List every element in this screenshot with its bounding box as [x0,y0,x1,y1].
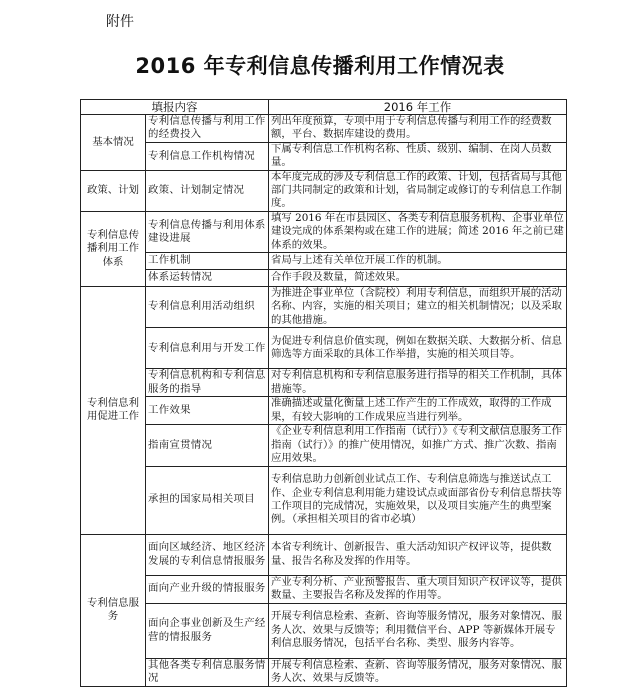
category-cell: 政策、计划 [81,170,146,211]
column-header-work: 2016 年工作 [269,100,567,115]
table-row [81,369,567,397]
item-cell: 专利信息机构和专利信息服务的指导 [146,369,269,397]
item-cell: 专利信息传播与利用体系建设进展 [146,211,269,252]
item-cell: 其他各类专利信息服务情况 [146,658,269,686]
item-cell: 工作效果 [146,397,269,425]
work-cell: 列出年度预算，专项中用于专利信息传播与利用工作的经费数额，平台、数据库建设的费用。 [269,115,567,143]
item-cell: 指南宣贯情况 [146,425,269,466]
work-cell: 准确描述或量化衡量上述工作产生的工作成效，取得的工作成果，有较大影响的工作成果应当进行列举。 [269,397,567,425]
table-row [81,253,567,270]
work-cell: 下属专利信息工作机构名称、性质、级别、编制、在岗人员数量。 [269,142,567,170]
column-header-content: 填报内容 [81,100,269,115]
work-cell: 开展专利信息检索、查新、咨询等服务情况，服务对象情况、服务人次、效果与反馈等；利用微信平台、APP 等新媒体开展专利信息服务情况，包括平台名称、类型、服务内容等。 [269,603,567,658]
item-cell: 政策、计划制定情况 [146,170,269,211]
report-table [80,99,567,687]
work-cell: 填写 2016 年在市县园区、各类专利信息服务机构、企事业单位建设完成的体系架构或在建工作的进展；简述 2016 年之前已建体系的效果。 [269,211,567,252]
table-row [81,115,567,143]
work-cell: 对专利信息机构和专利信息服务进行指导的相关工作机制，具体措施等。 [269,369,567,397]
table-row [81,142,567,170]
table-row [81,397,567,425]
category-cell: 基本情况 [81,115,146,171]
work-cell: 《企业专利信息利用工作指南（试行）》《专利文献信息服务工作指南（试行）》的推广使用情况，如推广方式、推广次数、指南应用效果。 [269,425,567,466]
category-cell: 专利信息服务 [81,534,146,686]
item-cell: 专利信息利用与开发工作 [146,328,269,369]
item-cell: 专利信息传播与利用工作的经费投入 [146,115,269,143]
work-cell: 为促进专利信息价值实现，例如在数据关联、大数据分析、信息筛选等方面采取的具体工作举措，实施的相关项目等。 [269,328,567,369]
work-cell: 为推进企事业单位（含院校）利用专利信息，而组织开展的活动名称、内容，实施的相关项目；建立的相关机制情况；以及采取的其他措施。 [269,287,567,328]
category-cell: 专利信息传播利用工作体系 [81,211,146,286]
work-cell: 开展专利信息检索、查新、咨询等服务情况，服务对象情况、服务人次、效果与反馈等。 [269,658,567,686]
item-cell: 体系运转情况 [146,270,269,287]
attachment-label: 附件 [106,14,134,30]
item-cell: 专利信息利用活动组织 [146,287,269,328]
table-row [81,658,567,686]
work-cell: 专利信息助力创新创业试点工作、专利信息筛选与推送试点工作、企业专利信息利用能力建设试点或面部省份专利信息帮扶等工作项目的完成情况，实施效果，以及项目实施产生的典型案例。（承担相关项目的省市必填） [269,466,567,534]
page-title: 2016 年专利信息传播利用工作情况表 [135,54,505,78]
work-cell: 产业专利分析、产业预警报告、重大项目知识产权评议等，提供数量、主要报告名称及发挥的作用等。 [269,575,567,603]
work-cell: 合作手段及数量，简述效果。 [269,270,567,287]
table-row [81,270,567,287]
table-row [81,575,567,603]
item-cell: 工作机制 [146,253,269,270]
item-cell: 承担的国家局相关项目 [146,466,269,534]
table-row [81,170,567,211]
work-cell: 省局与上述有关单位开展工作的机制。 [269,253,567,270]
item-cell: 面向产业升级的情报服务 [146,575,269,603]
table-row [81,287,567,328]
table-row [81,328,567,369]
item-cell: 专利信息工作机构情况 [146,142,269,170]
item-cell: 面向企事业创新及生产经营的情报服务 [146,603,269,658]
table-row [81,211,567,252]
table-row [81,466,567,534]
table-row [81,603,567,658]
category-cell: 专利信息利用促进工作 [81,287,146,534]
work-cell: 本年度完成的涉及专利信息工作的政策、计划，包括省局与其他部门共同制定的政策和计划，省局制定或修订的专利信息工作制度。 [269,170,567,211]
table-row [81,425,567,466]
table-header-row [81,100,567,115]
work-cell: 本省专利统计、创新报告、重大活动知识产权评议等，提供数量、报告名称及发挥的作用等。 [269,534,567,575]
table-row [81,534,567,575]
item-cell: 面向区域经济、地区经济发展的专利信息情报服务 [146,534,269,575]
